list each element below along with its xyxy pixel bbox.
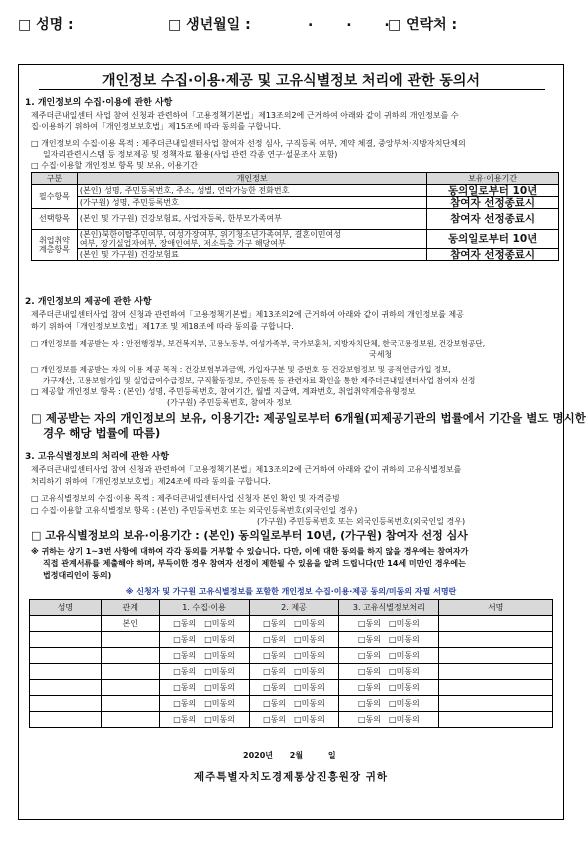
addressee: 제주특별자치도경제통상진흥원장 귀하 — [193, 771, 389, 783]
consent-choice-cell — [159, 632, 249, 648]
agree-checkbox[interactable]: □동의 — [358, 650, 382, 660]
s1-intro-2: 집·이용하기 위하여「개인정보보호법」제15조에 따라 동의를 구합니다. — [31, 122, 282, 131]
disagree-checkbox[interactable]: □미동의 — [294, 682, 325, 692]
required-household-period: 참여자 선정종료시 — [427, 197, 559, 209]
table-row — [30, 616, 553, 632]
signer-name-cell[interactable] — [30, 680, 102, 696]
consent-choice-cell — [159, 696, 249, 712]
s1-intro-1: 제주더큰내일센터 사업 참여 신청과 관련하여「고용정책기본법」제13조의2에 근거하여 아래와 같이 귀하의 개인정보를 수 — [31, 111, 459, 120]
signature-cell[interactable] — [439, 648, 553, 664]
s3-intro-1: 제주더큰내일센터사업 참여 신청과 관련하여「고용정책기본법」제13조의2에 근거하여 아래와 같이 귀하의 고유식별정보를 — [31, 465, 462, 474]
signature-col-provide: 2. 제공 — [249, 600, 339, 616]
agree-checkbox[interactable]: □동의 — [358, 634, 382, 644]
s3-notice-1: ※ 귀하는 상기 1~3번 사항에 대하여 각각 동의를 거부할 수 있습니다. 다만, 이에 대한 동의를 하지 않을 경우에는 참여자가 — [31, 547, 469, 556]
s3-items-1: □ 수집·이용할 고유식별정보 항목 : (본인) 주민등록번호 또는 외국인등록번호(외국인일 경우) — [31, 506, 358, 515]
optional-row: (본인 및 가구원) 건강보험료, 사업자등록, 한부모가족여부 — [77, 209, 426, 230]
consent-choice-cell — [159, 680, 249, 696]
disagree-checkbox[interactable]: □미동의 — [294, 666, 325, 676]
consent-choice-cell — [249, 664, 339, 680]
signature-col-signature: 서명 — [439, 600, 553, 616]
signature-cell[interactable] — [439, 680, 553, 696]
agree-checkbox[interactable]: □동의 — [358, 714, 382, 724]
s3-retain: □ 고유식별정보의 보유·이용기간 : (본인) 동의일로부터 10년, (가구원) 참여자 선정 심사 — [31, 529, 468, 542]
agree-checkbox[interactable]: □동의 — [173, 650, 197, 660]
agree-checkbox[interactable]: □동의 — [358, 698, 382, 708]
required-label: 필수항목 — [32, 185, 78, 209]
s2-use-2: 가구재산, 고용보험가입 및 실업급여수급정보, 구직활동정보, 주민등록 등 관련자료 확인을 통한 제주더큰내일센터사업 참여자 선정 — [43, 376, 476, 385]
disagree-checkbox[interactable]: □미동의 — [294, 714, 325, 724]
consent-choice-cell — [249, 616, 339, 632]
signature-cell[interactable] — [439, 616, 553, 632]
form-title: 개인정보 수집·이용·제공 및 고유식별정보 처리에 관한 동의서 — [102, 73, 480, 89]
agree-checkbox[interactable]: □동의 — [358, 618, 382, 628]
consent-choice-cell — [159, 648, 249, 664]
disagree-checkbox[interactable]: □미동의 — [389, 634, 420, 644]
required-row-household: (가구원) 성명, 주민등록번호 — [77, 197, 426, 209]
consent-choice-cell — [249, 680, 339, 696]
agree-checkbox[interactable]: □동의 — [263, 650, 287, 660]
disagree-checkbox[interactable]: □미동의 — [389, 650, 420, 660]
s3-heading: 3. 고유식별정보의 처리에 관한 사항 — [25, 452, 169, 462]
agree-checkbox[interactable]: □동의 — [173, 666, 197, 676]
signature-cell[interactable] — [439, 696, 553, 712]
agree-checkbox[interactable]: □동의 — [263, 714, 287, 724]
vulnerable-row-self-2: 여부, 장기실업자여부, 장애인여부, 저소득층 가구 해당여부 — [79, 239, 286, 248]
consent-choice-cell — [339, 712, 439, 728]
disagree-checkbox[interactable]: □미동의 — [204, 714, 235, 724]
table-row — [30, 712, 553, 728]
s1-data-table — [31, 172, 559, 261]
relation-cell[interactable] — [101, 632, 159, 648]
s1-col-info: 개인정보 — [77, 173, 426, 185]
agree-checkbox[interactable]: □동의 — [263, 666, 287, 676]
disagree-checkbox[interactable]: □미동의 — [204, 634, 235, 644]
required-self-period: 동의일로부터 10년 — [427, 185, 559, 197]
date-line — [243, 750, 336, 761]
disagree-checkbox[interactable]: □미동의 — [389, 682, 420, 692]
s3-items-2: (가구원) 주민등록번호 또는 외국인등록번호(외국인일 경우) — [257, 517, 466, 526]
agree-checkbox[interactable]: □동의 — [358, 666, 382, 676]
s3-notice-3: 법정대리인이 동의) — [43, 571, 112, 580]
agree-checkbox[interactable]: □동의 — [173, 714, 197, 724]
signer-name-cell[interactable] — [30, 616, 102, 632]
date-year: 2020년 — [243, 751, 273, 760]
disagree-checkbox[interactable]: □미동의 — [204, 698, 235, 708]
agree-checkbox[interactable]: □동의 — [358, 682, 382, 692]
date-day: 일 — [327, 751, 336, 760]
agree-checkbox[interactable]: □동의 — [173, 682, 197, 692]
table-row — [30, 632, 553, 648]
s1-items-label: □ 수집·이용할 개인정보 항목 및 보유, 이용기간 — [31, 161, 199, 170]
s2-use-1: □ 개인정보를 제공받는 자의 이용 제공 목적 : 건강보험부과금액, 가입자구분 및 증번호 등 건강보험정보 및 공적연금가입 정보, — [31, 365, 451, 374]
s1-purpose-2: 일자리관련시스템 등 정보제공 및 정책자료 활용(사업 관련 각종 연구·설문조사 포함) — [43, 150, 338, 159]
disagree-checkbox[interactable]: □미동의 — [204, 618, 235, 628]
consent-choice-cell — [339, 680, 439, 696]
vulnerable-self-period: 동의일로부터 10년 — [427, 230, 559, 249]
s3-notice-2: 직접 관계서류를 제출해야 하며, 부득이한 경우 참여자 선정이 제한될 수 있음을 알려 드립니다(만 14세 미만인 경우에는 — [43, 559, 466, 568]
agree-checkbox[interactable]: □동의 — [263, 698, 287, 708]
consent-choice-cell — [249, 648, 339, 664]
consent-choice-cell — [249, 632, 339, 648]
relation-cell[interactable] — [101, 648, 159, 664]
consent-choice-cell — [159, 616, 249, 632]
signature-col-collect: 1. 수집·이용 — [159, 600, 249, 616]
s2-retain-2: 경우 해당 법률에 따름) — [43, 426, 161, 440]
disagree-checkbox[interactable]: □미동의 — [294, 650, 325, 660]
signature-col-name: 성명 — [30, 600, 102, 616]
birthdate-label: □ 생년월일 : — [168, 17, 251, 33]
disagree-checkbox[interactable]: □미동의 — [204, 682, 235, 692]
table-row — [30, 648, 553, 664]
vulnerable-label-1: 취업취약 — [39, 236, 70, 245]
s1-col-period: 보유·이용기간 — [427, 173, 559, 185]
disagree-checkbox[interactable]: □미동의 — [294, 618, 325, 628]
agree-checkbox[interactable]: □동의 — [173, 618, 197, 628]
s2-intro-2: 하기 위하여「개인정보보호법」제17조 및 제18조에 따라 동의를 구합니다. — [31, 322, 294, 331]
signature-cell[interactable] — [439, 632, 553, 648]
applicant-header — [18, 14, 578, 34]
s1-heading: 1. 개인정보의 수집·이용에 관한 사항 — [25, 98, 173, 108]
vulnerable-label-2: 계층항목 — [39, 245, 70, 254]
signer-name-cell[interactable] — [30, 712, 102, 728]
signature-col-relation: 관계 — [101, 600, 159, 616]
relation-cell[interactable] — [101, 712, 159, 728]
disagree-checkbox[interactable]: □미동의 — [389, 666, 420, 676]
signature-caption: ※ 신청자 및 가구원 고유식별정보를 포함한 개인정보 수집·이용·제공 동의/미동의 자필 서명란 — [125, 587, 457, 596]
consent-choice-cell — [159, 664, 249, 680]
agree-checkbox[interactable]: □동의 — [263, 618, 287, 628]
consent-form — [18, 64, 586, 820]
consent-choice-cell — [339, 632, 439, 648]
signer-name-cell[interactable] — [30, 696, 102, 712]
table-row — [30, 696, 553, 712]
s3-purpose: □ 고유식별정보의 수집·이용 목적 : 제주더큰내일센터사업 신청자 본인 확인 및 자격증빙 — [31, 494, 340, 503]
disagree-checkbox[interactable]: □미동의 — [294, 698, 325, 708]
table-row — [30, 664, 553, 680]
date-month: 2월 — [289, 751, 304, 760]
consent-choice-cell — [339, 696, 439, 712]
signature-cell[interactable] — [439, 712, 553, 728]
birthdate-dots: . . . — [308, 14, 404, 30]
relation-cell[interactable] — [101, 680, 159, 696]
s2-recipients-2: 국세청 — [369, 350, 393, 359]
relation-cell[interactable] — [101, 696, 159, 712]
s2-heading: 2. 개인정보의 제공에 관한 사항 — [25, 297, 152, 307]
s2-items-2: (가구원) 주민등록번호, 참여자 정보 — [167, 398, 292, 407]
s1-purpose-1: □ 개인정보의 수집·이용 목적 : 제주더큰내일센터사업 참여자 선정 심사, 구직등록 여부, 계약 체결, 중앙부처·지방자치단체의 — [31, 139, 466, 148]
agree-checkbox[interactable]: □동의 — [263, 634, 287, 644]
signer-name-cell[interactable] — [30, 632, 102, 648]
s2-intro-1: 제주더큰내일센터사업 참여 신청과 관련하여「고용정책기본법」제13조의2에 근거하여 아래와 같이 귀하의 개인정보를 제공 — [31, 310, 464, 319]
agree-checkbox[interactable]: □동의 — [173, 634, 197, 644]
consent-choice-cell — [249, 712, 339, 728]
s2-recipients-1: □ 개인정보를 제공받는 자 : 안전행정부, 보건복지부, 고용노동부, 여성가족부, 국가보훈처, 지방자치단체, 한국고용정보원, 건강보험공단, — [31, 339, 486, 348]
signer-name-cell[interactable] — [30, 664, 102, 680]
agree-checkbox[interactable]: □동의 — [173, 698, 197, 708]
consent-choice-cell — [339, 648, 439, 664]
s2-items-1: □ 제공할 개인정보 항목 : (본인) 성명, 주민등록번호, 참여기간, 월별 지급액, 계좌번호, 취업취약계층유형정보 — [31, 387, 416, 396]
vulnerable-row-household: (본인 및 가구원) 건강보험료 — [77, 249, 426, 261]
signature-cell[interactable] — [439, 664, 553, 680]
agree-checkbox[interactable]: □동의 — [263, 682, 287, 692]
disagree-checkbox[interactable]: □미동의 — [204, 650, 235, 660]
signer-name-cell[interactable] — [30, 648, 102, 664]
relation-cell[interactable]: 본인 — [101, 616, 159, 632]
vulnerable-household-period: 참여자 선정종료시 — [427, 249, 559, 261]
signature-table — [29, 599, 553, 728]
consent-choice-cell — [249, 696, 339, 712]
contact-label: □ 연락처 : — [388, 17, 458, 33]
disagree-checkbox[interactable]: □미동의 — [389, 618, 420, 628]
relation-cell[interactable] — [101, 664, 159, 680]
s1-col-category: 구분 — [32, 173, 78, 185]
s2-retain-1: □ 제공받는 자의 개인정보의 보유, 이용기간: 제공일로부터 6개월(피제공기관의 법률에서 기간을 별도 명시한 — [31, 411, 586, 425]
disagree-checkbox[interactable]: □미동의 — [204, 666, 235, 676]
vulnerable-label — [32, 230, 78, 261]
consent-choice-cell — [159, 712, 249, 728]
signature-col-unique-id: 3. 고유식별정보처리 — [339, 600, 439, 616]
s3-intro-2: 처리하기 위하여「개인정보보호법」제24조에 따라 동의를 구합니다. — [31, 477, 271, 486]
name-label: □ 성명 : — [18, 17, 74, 33]
consent-choice-cell — [339, 664, 439, 680]
table-row — [30, 680, 553, 696]
required-row-self: (본인) 성명, 주민등록번호, 주소, 성별, 연락가능한 전화번호 — [77, 185, 426, 197]
vulnerable-row-self — [77, 230, 426, 249]
disagree-checkbox[interactable]: □미동의 — [294, 634, 325, 644]
disagree-checkbox[interactable]: □미동의 — [389, 698, 420, 708]
optional-label: 선택항목 — [32, 209, 78, 230]
vulnerable-row-self-1: (본인)북한이탈주민여부, 여성가장여부, 위기청소년가족여부, 결혼이민여성 — [79, 230, 341, 239]
title-divider — [39, 89, 545, 90]
disagree-checkbox[interactable]: □미동의 — [389, 714, 420, 724]
optional-period: 참여자 선정종료시 — [427, 209, 559, 230]
consent-choice-cell — [339, 616, 439, 632]
